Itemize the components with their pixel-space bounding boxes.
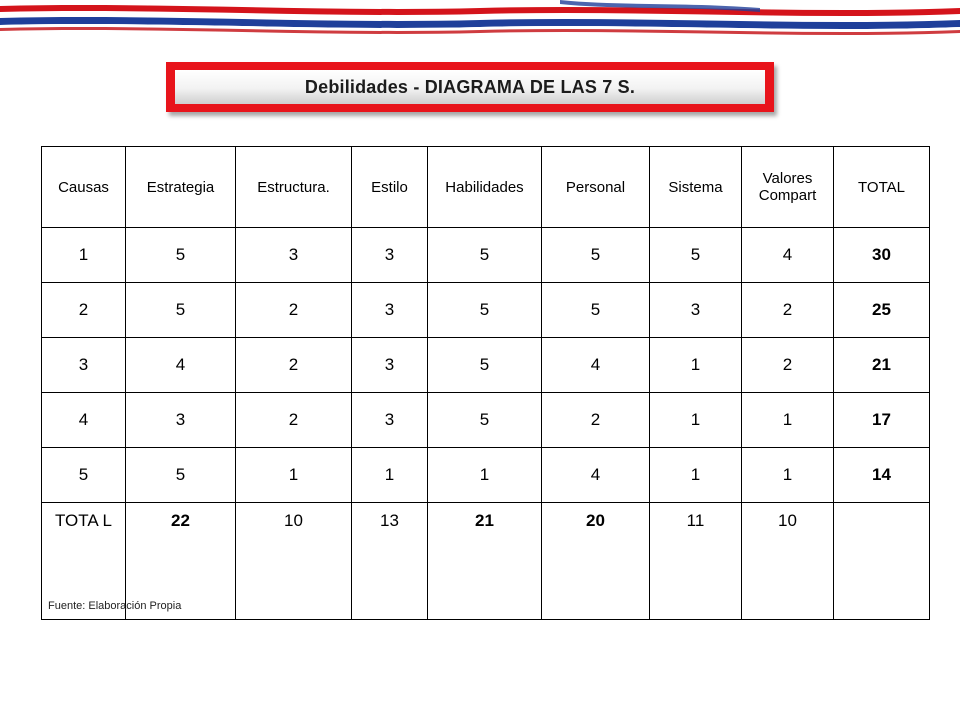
table-cell: 5 xyxy=(542,283,650,338)
table-cell: 1 xyxy=(742,448,834,503)
table-cell: 2 xyxy=(236,283,352,338)
title-panel xyxy=(175,70,765,104)
header-cell: Personal xyxy=(542,147,650,228)
table-cell: 3 xyxy=(352,338,428,393)
table-cell: 3 xyxy=(236,228,352,283)
row-total-cell: 30 xyxy=(834,228,930,283)
table-cell: 2 xyxy=(542,393,650,448)
table-row xyxy=(42,228,930,283)
table-cell: 1 xyxy=(236,448,352,503)
row-total-cell: 14 xyxy=(834,448,930,503)
table-cell: 2 xyxy=(742,338,834,393)
header-cell: Sistema xyxy=(650,147,742,228)
seven-s-table xyxy=(41,146,930,620)
table-cell: 3 xyxy=(352,228,428,283)
table-row xyxy=(42,283,930,338)
table-row xyxy=(42,338,930,393)
table-cell: 5 xyxy=(542,228,650,283)
table-cell: 3 xyxy=(352,283,428,338)
table-cell: 3 xyxy=(126,393,236,448)
table-cell: 5 xyxy=(428,338,542,393)
table-cell: 3 xyxy=(42,338,126,393)
header-cell: Estructura. xyxy=(236,147,352,228)
header-cell: Valores Compart xyxy=(742,147,834,228)
totals-label-cell: TOTA L xyxy=(42,503,126,620)
table-cell: 5 xyxy=(428,393,542,448)
header-cell: Estrategia xyxy=(126,147,236,228)
table-cell: 2 xyxy=(42,283,126,338)
table-cell: 2 xyxy=(236,393,352,448)
table-cell: 4 xyxy=(42,393,126,448)
table-cell: 1 xyxy=(650,448,742,503)
row-total-cell: 21 xyxy=(834,338,930,393)
table-cell: 4 xyxy=(126,338,236,393)
table-cell: 5 xyxy=(428,283,542,338)
source-note: Fuente: Elaboración Propia xyxy=(48,600,182,612)
header-cell: Estilo xyxy=(352,147,428,228)
table-cell: 1 xyxy=(650,338,742,393)
title-frame xyxy=(166,62,774,112)
table-row xyxy=(42,393,930,448)
table-cell: 4 xyxy=(742,228,834,283)
column-total-cell: 10 xyxy=(236,503,352,620)
table-cell: 5 xyxy=(42,448,126,503)
table-cell: 1 xyxy=(428,448,542,503)
column-total-cell: 20 xyxy=(542,503,650,620)
row-total-cell: 17 xyxy=(834,393,930,448)
table-row xyxy=(42,448,930,503)
table-cell: 1 xyxy=(42,228,126,283)
table-cell: 2 xyxy=(236,338,352,393)
column-total-cell: 22 xyxy=(126,503,236,620)
table-cell: 5 xyxy=(126,283,236,338)
table-cell: 1 xyxy=(650,393,742,448)
table-cell: 3 xyxy=(352,393,428,448)
table-cell: 1 xyxy=(742,393,834,448)
table-cell: 2 xyxy=(742,283,834,338)
header-row xyxy=(42,147,930,228)
table-cell: 3 xyxy=(650,283,742,338)
table-cell: 5 xyxy=(126,448,236,503)
table-cell: 5 xyxy=(126,228,236,283)
column-total-cell: 13 xyxy=(352,503,428,620)
table-cell: 5 xyxy=(428,228,542,283)
header-cell: TOTAL xyxy=(834,147,930,228)
table-cell: 1 xyxy=(352,448,428,503)
table-cell: 4 xyxy=(542,448,650,503)
column-total-cell: 21 xyxy=(428,503,542,620)
column-total-cell: 10 xyxy=(742,503,834,620)
flag-banner-decoration xyxy=(0,0,960,36)
table-cell: 5 xyxy=(650,228,742,283)
table-cell: 4 xyxy=(542,338,650,393)
header-cell: Habilidades xyxy=(428,147,542,228)
header-cell: Causas xyxy=(42,147,126,228)
page-title: Debilidades - DIAGRAMA DE LAS 7 S. xyxy=(304,76,636,97)
row-total-cell: 25 xyxy=(834,283,930,338)
column-total-cell: 11 xyxy=(650,503,742,620)
column-total-cell xyxy=(834,503,930,620)
